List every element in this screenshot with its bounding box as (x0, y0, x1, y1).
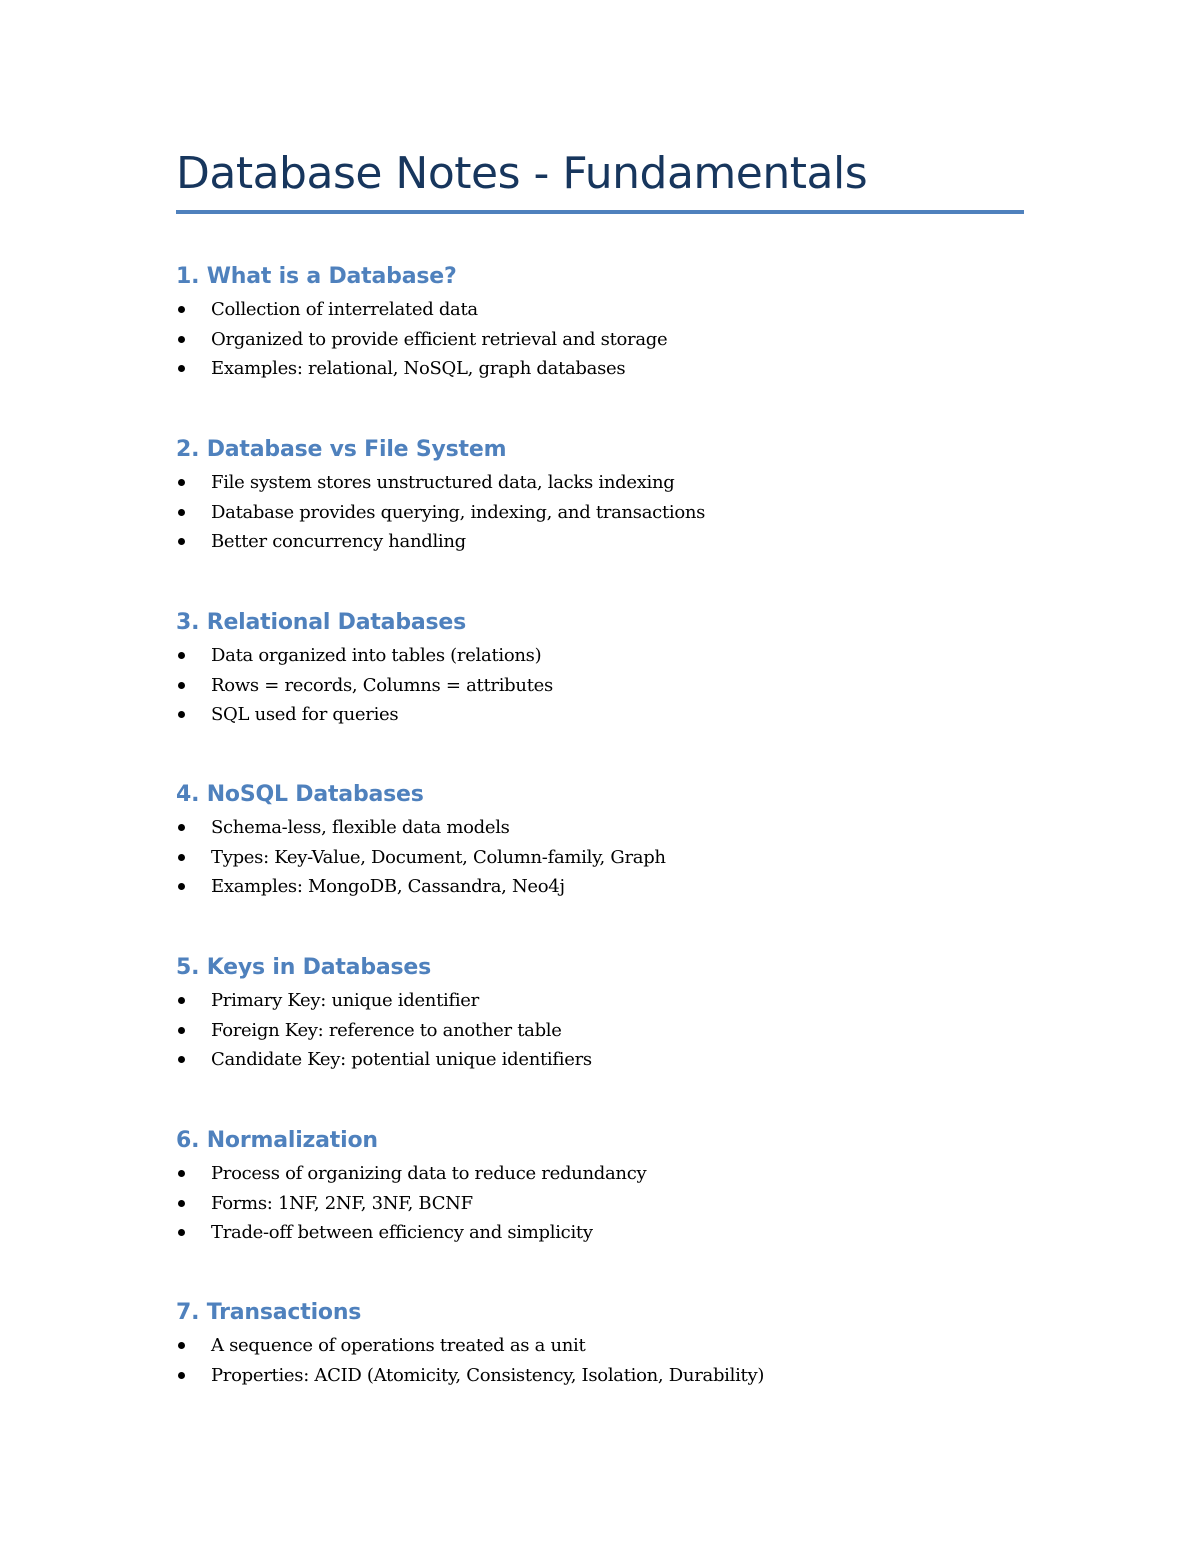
list-item-text: Forms: 1NF, 2NF, 3NF, BCNF (211, 1192, 473, 1214)
list-item (176, 641, 1026, 671)
section-database-vs-file-system (176, 435, 1026, 557)
list-item-text: Better concurrency handling (211, 531, 466, 552)
section-relational-databases (176, 608, 1026, 730)
bullet-icon (178, 854, 185, 861)
list-item-text: Schema-less, flexible data models (211, 817, 510, 838)
list-item-text: File system stores unstructured data, lacks indexing (211, 472, 675, 493)
bullet-icon (178, 1200, 185, 1207)
list-item-text: Types: Key-Value, Document, Column-family, Graph (211, 846, 666, 868)
list-item (176, 1361, 1026, 1391)
bullet-icon (178, 652, 185, 659)
bullet-list (176, 986, 1026, 1075)
list-item (176, 872, 1026, 902)
list-item (176, 1045, 1026, 1075)
bullet-icon (178, 509, 185, 516)
bullet-icon (178, 538, 185, 545)
section-heading: 1. What is a Database? (176, 264, 457, 289)
list-item (176, 813, 1026, 843)
section-keys-in-databases (176, 953, 1026, 1075)
list-item (176, 1189, 1026, 1219)
bullet-icon (178, 1229, 185, 1236)
list-item (176, 1331, 1026, 1361)
section-normalization (176, 1126, 1026, 1248)
bullet-list (176, 1331, 1026, 1390)
list-item-text: Collection of interrelated data (211, 299, 478, 320)
section-what-is-a-database (176, 262, 1026, 384)
list-item-text: Candidate Key: potential unique identifiers (211, 1049, 592, 1070)
list-item-text: A sequence of operations treated as a unit (211, 1335, 586, 1356)
bullet-icon (178, 306, 185, 313)
list-item-text: Data organized into tables (relations) (211, 645, 542, 666)
bullet-icon (178, 1372, 185, 1379)
section-nosql-databases (176, 780, 1026, 902)
list-item-text: Primary Key: unique identifier (211, 990, 479, 1011)
section-transactions (176, 1298, 1026, 1390)
bullet-icon (178, 997, 185, 1004)
section-heading: 2. Database vs File System (176, 437, 507, 462)
list-item-text: Rows = records, Columns = attributes (211, 674, 553, 696)
bullet-list (176, 468, 1026, 557)
list-item (176, 325, 1026, 355)
section-heading: 4. NoSQL Databases (176, 782, 424, 807)
list-item-text: Process of organizing data to reduce redundancy (211, 1163, 647, 1184)
bullet-list (176, 813, 1026, 902)
bullet-icon (178, 479, 185, 486)
bullet-icon (178, 1342, 185, 1349)
bullet-icon (178, 883, 185, 890)
section-heading: 3. Relational Databases (176, 610, 467, 635)
bullet-icon (178, 1027, 185, 1034)
document-title: Database Notes - Fundamentals (176, 148, 868, 199)
list-item-text: Examples: MongoDB, Cassandra, Neo4j (211, 876, 565, 897)
bullet-icon (178, 336, 185, 343)
list-item (176, 843, 1026, 873)
bullet-list (176, 641, 1026, 730)
bullet-icon (178, 1170, 185, 1177)
bullet-icon (178, 365, 185, 372)
list-item (176, 295, 1026, 325)
list-item-text: Foreign Key: reference to another table (211, 1019, 562, 1041)
list-item-text: Trade-off between efficiency and simplicity (211, 1222, 593, 1243)
bullet-icon (178, 711, 185, 718)
list-item (176, 527, 1026, 557)
list-item-text: Database provides querying, indexing, and transactions (211, 501, 706, 523)
list-item-text: Organized to provide efficient retrieval and storage (211, 328, 668, 350)
section-heading: 6. Normalization (176, 1128, 378, 1153)
list-item (176, 498, 1026, 528)
list-item (176, 1218, 1026, 1248)
list-item (176, 1159, 1026, 1189)
list-item (176, 354, 1026, 384)
list-item (176, 1016, 1026, 1046)
list-item (176, 671, 1026, 701)
list-item-text: SQL used for queries (211, 704, 399, 725)
bullet-list (176, 295, 1026, 384)
bullet-icon (178, 824, 185, 831)
list-item (176, 468, 1026, 498)
bullet-icon (178, 682, 185, 689)
bullet-list (176, 1159, 1026, 1248)
section-heading: 7. Transactions (176, 1300, 362, 1325)
list-item (176, 986, 1026, 1016)
list-item-text: Properties: ACID (Atomicity, Consistency, Isolation, Durability) (211, 1364, 765, 1386)
section-heading: 5. Keys in Databases (176, 955, 432, 980)
list-item-text: Examples: relational, NoSQL, graph databases (211, 358, 626, 379)
bullet-icon (178, 1056, 185, 1063)
title-underline (176, 210, 1024, 214)
list-item (176, 700, 1026, 730)
